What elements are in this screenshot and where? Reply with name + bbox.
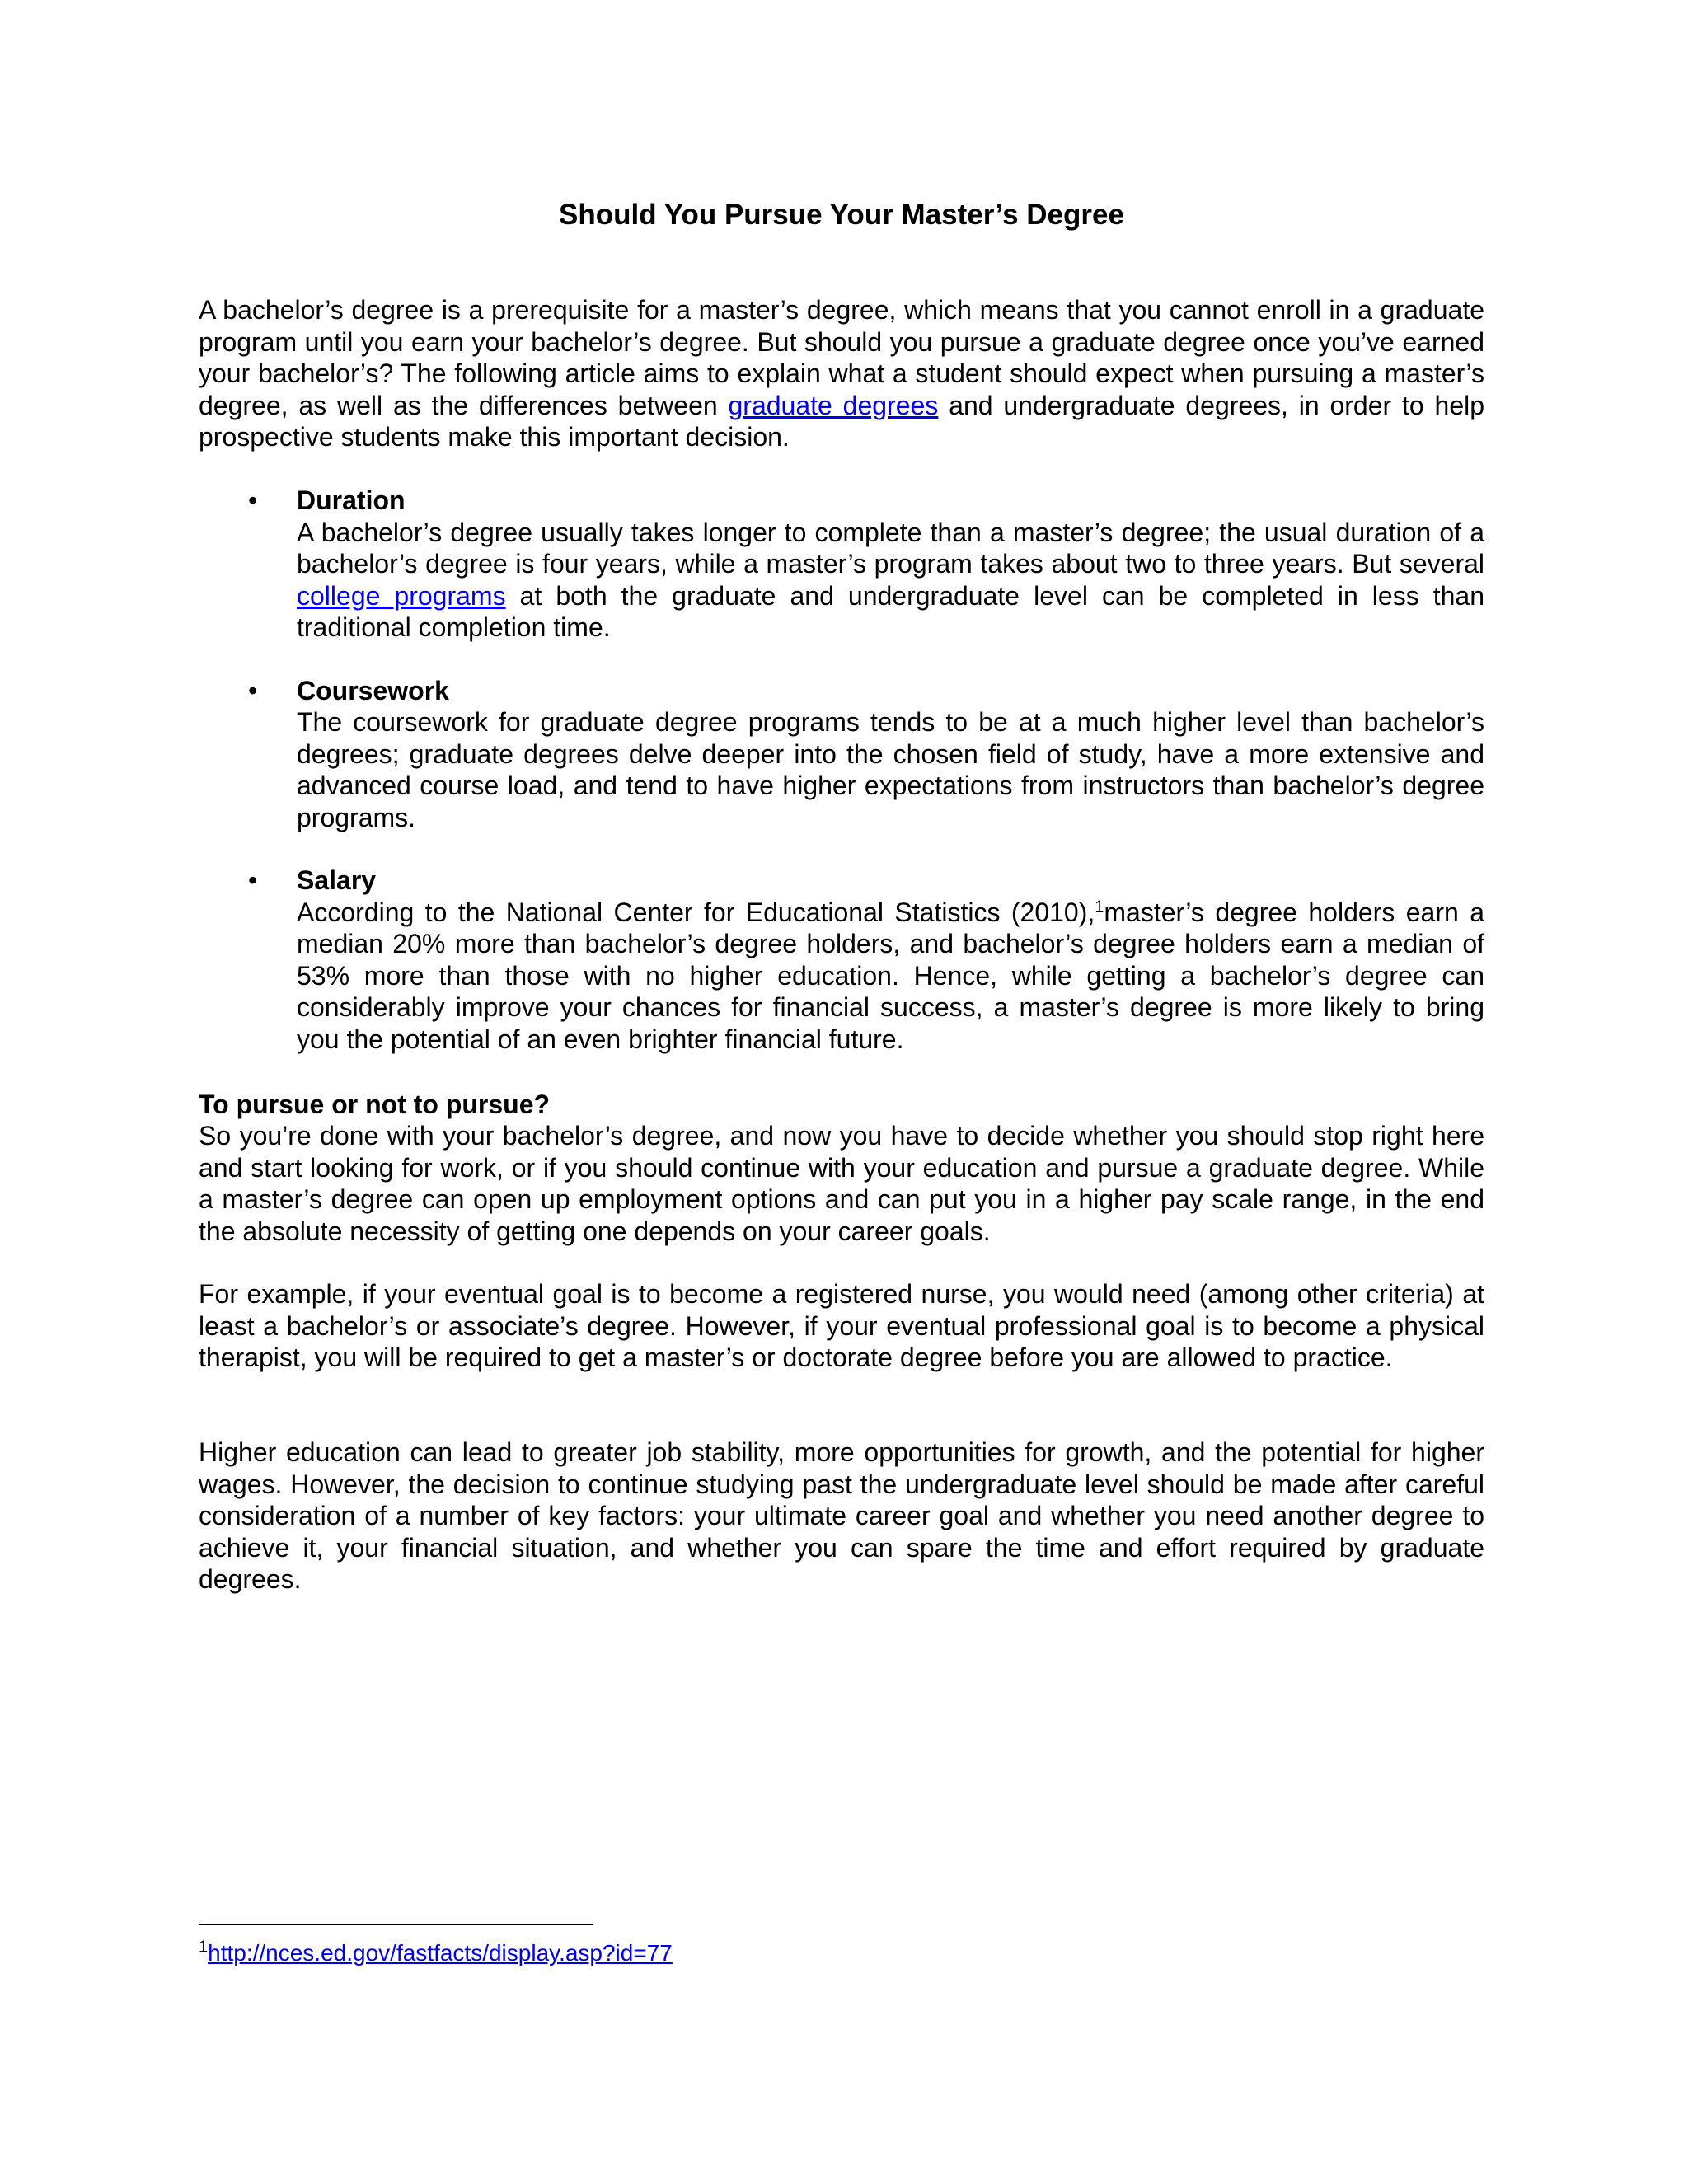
college-programs-link[interactable]: college programs bbox=[297, 580, 506, 611]
bullet-icon: • bbox=[248, 865, 258, 895]
bullet-heading-duration: Duration bbox=[297, 485, 406, 515]
footnote-marker: 1 bbox=[199, 1938, 209, 1957]
bullet-body-duration bbox=[297, 517, 1484, 644]
bullet-body-salary bbox=[297, 897, 1484, 1056]
section-heading: To pursue or not to pursue? bbox=[199, 1090, 551, 1119]
bullet-item-duration bbox=[199, 485, 1484, 644]
intro-text-after-link: and undergraduate degrees, in order to help prospective students make this important decision. bbox=[199, 390, 1485, 452]
graduate-degrees-link[interactable]: graduate degrees bbox=[728, 390, 939, 420]
bullet-item-coursework bbox=[199, 675, 1484, 834]
bullet-heading-coursework: Coursework bbox=[297, 675, 449, 705]
bullet-icon: • bbox=[248, 485, 258, 515]
body-paragraph-3: Higher education can lead to greater job stability, more opportunities for growth, and the potential for higher wages. However, the decision to continue studying past the undergraduate level should be made after careful consideration of a number of key factors: your ultimate career goal and whether you need another degree to achieve it, your financial situation, and whether you can spare the time and effort required by graduate degrees. bbox=[199, 1437, 1484, 1594]
bullet-list bbox=[199, 485, 1484, 1086]
footnote-reference[interactable]: 1 bbox=[1095, 897, 1104, 916]
bullet-body-coursework: The coursework for graduate degree programs tends to be at a much higher level than bachelor’s degrees; graduate degrees delve deeper into the chosen field of study, have a more extensive and advanced course load, and tend to have higher expectations from instructors than bachelor’s degree programs. bbox=[297, 707, 1484, 832]
footnote bbox=[199, 1938, 673, 1968]
intro-text-before-link: A bachelor’s degree is a prerequisite for a master’s degree, which means that you cannot enroll in a graduate program until you earn your bachelor’s degree. But should you pursue a graduate degree once you’ve earned your bachelor’s? The following article aims to explain what a student should expect when pursuing a master’s degree, as well as the differences between bbox=[199, 295, 1484, 420]
footnote-separator bbox=[199, 1924, 593, 1925]
body-paragraph-1: So you’re done with your bachelor’s degree, and now you have to decide whether you should stop right here and start looking for work, or if you should continue with your education and pursue a graduate degree. While a master’s degree can open up employment options and can put you in a higher pay scale range, in the end the absolute necessity of getting one depends on your career goals. bbox=[199, 1121, 1484, 1246]
salary-text-before-footnote: According to the National Center for Educational Statistics (2010), bbox=[297, 897, 1095, 927]
body-paragraph-2: For example, if your eventual goal is to become a registered nurse, you would need (among other criteria) at least a bachelor’s or associate’s degree. However, if your eventual professional goal is to become a physical therapist, you will be required to get a master’s or doctorate degree before you are allowed to practice. bbox=[199, 1279, 1484, 1372]
duration-text-before-link: A bachelor’s degree usually takes longer to complete than a master’s degree; the usual duration of a bachelor’s degree is four years, while a master’s program takes about two to three years. But several bbox=[297, 517, 1484, 579]
document-title: Should You Pursue Your Master’s Degree bbox=[559, 199, 1124, 231]
intro-paragraph bbox=[199, 294, 1484, 453]
bullet-heading-salary: Salary bbox=[297, 865, 377, 895]
footnote-link[interactable]: http://nces.ed.gov/fastfacts/display.asp?id=77 bbox=[208, 1940, 673, 1966]
salary-text-after-footnote: master’s degree holders earn a median 20% more than bachelor’s degree holders, and bachelor’s degree holders earn a median of 53% more than those with no higher education. Hence, while getting a bachelor’s degree can considerably improve your chances for financial success, a master’s degree is more likely to bring you the potential of an even brighter financial future. bbox=[297, 897, 1485, 1054]
bullet-item-salary bbox=[199, 865, 1484, 1055]
bullet-icon: • bbox=[248, 675, 258, 705]
duration-text-after-link: at both the graduate and undergraduate level can be completed in less than traditional completion time. bbox=[297, 580, 1485, 642]
